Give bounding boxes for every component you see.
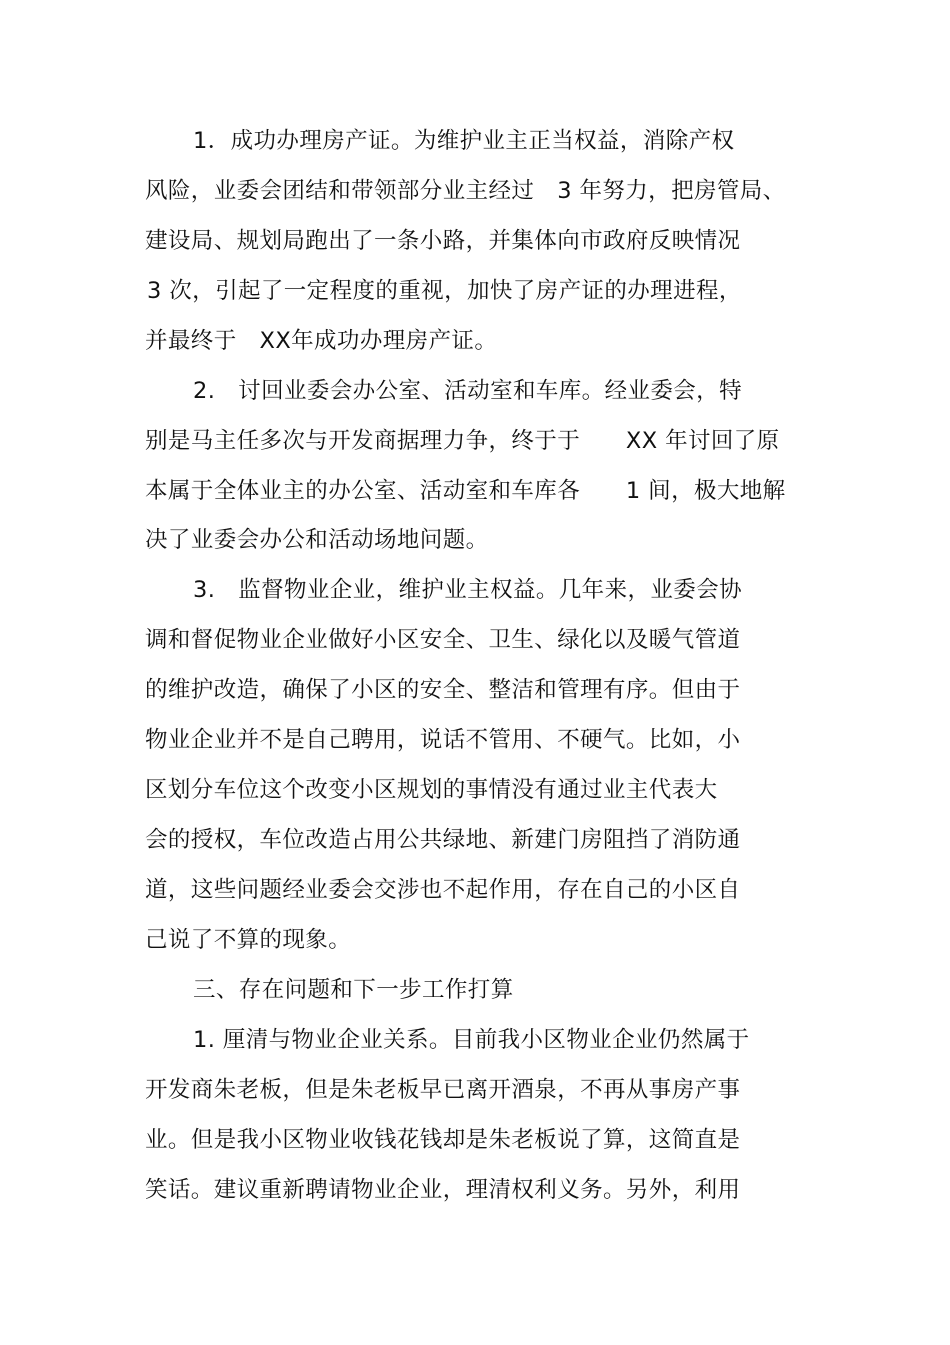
text-line: 调和督促物业企业做好小区安全、卫生、绿化以及暖气管道 (145, 627, 741, 653)
text-line: 3 次，引起了一定程度的重视，加快了房产证的办理进程， (147, 278, 742, 304)
text-line: 决了业委会办公和活动场地问题。 (145, 527, 489, 553)
text-line: 建设局、规划局跑出了一条小路，并集体向市政府反映情况 (145, 228, 741, 254)
text-line: 会的授权，车位改造占用公共绿地、新建门房阻挡了消防通 (145, 827, 741, 853)
text-line: 1. 厘清与物业企业关系。目前我小区物业企业仍然属于 (193, 1027, 750, 1053)
text-line: 3. 监督物业企业，维护业主权益。几年来，业委会协 (193, 577, 742, 603)
text-line: 2. 讨回业委会办公室、活动室和车库。经业委会，特 (193, 378, 742, 404)
text-line: 道，这些问题经业委会交涉也不起作用，存在自己的小区自 (145, 877, 741, 903)
text-line: 别是马主任多次与开发商据理力争，终于于 XX 年讨回了原 (145, 428, 780, 454)
text-line: 本属于全体业主的办公室、活动室和车库各 1 间，极大地解 (145, 478, 786, 504)
text-line: 物业企业并不是自己聘用，说话不管用、不硬气。比如，小 (145, 727, 741, 753)
text-line: 笑话。建议重新聘请物业企业，理清权利义务。另外，利用 (145, 1177, 741, 1203)
text-line: 己说了不算的现象。 (145, 927, 352, 953)
text-line: 开发商朱老板，但是朱老板早已离开酒泉，不再从事房产事 (145, 1077, 741, 1103)
text-line: 的维护改造，确保了小区的安全、整洁和管理有序。但由于 (145, 677, 741, 703)
text-line: 风险，业委会团结和带领部分业主经过 3 年努力，把房管局、 (145, 178, 786, 204)
text-line: 区划分车位这个改变小区规划的事情没有通过业主代表大 (145, 777, 718, 803)
text-line: 1．成功办理房产证。为维护业主正当权益，消除产权 (193, 128, 735, 154)
section-heading: 三、存在问题和下一步工作打算 (193, 977, 514, 1003)
text-line: 业。但是我小区物业收钱花钱却是朱老板说了算，这简直是 (145, 1127, 741, 1153)
text-line: 并最终于 XX年成功办理房产证。 (145, 328, 498, 354)
